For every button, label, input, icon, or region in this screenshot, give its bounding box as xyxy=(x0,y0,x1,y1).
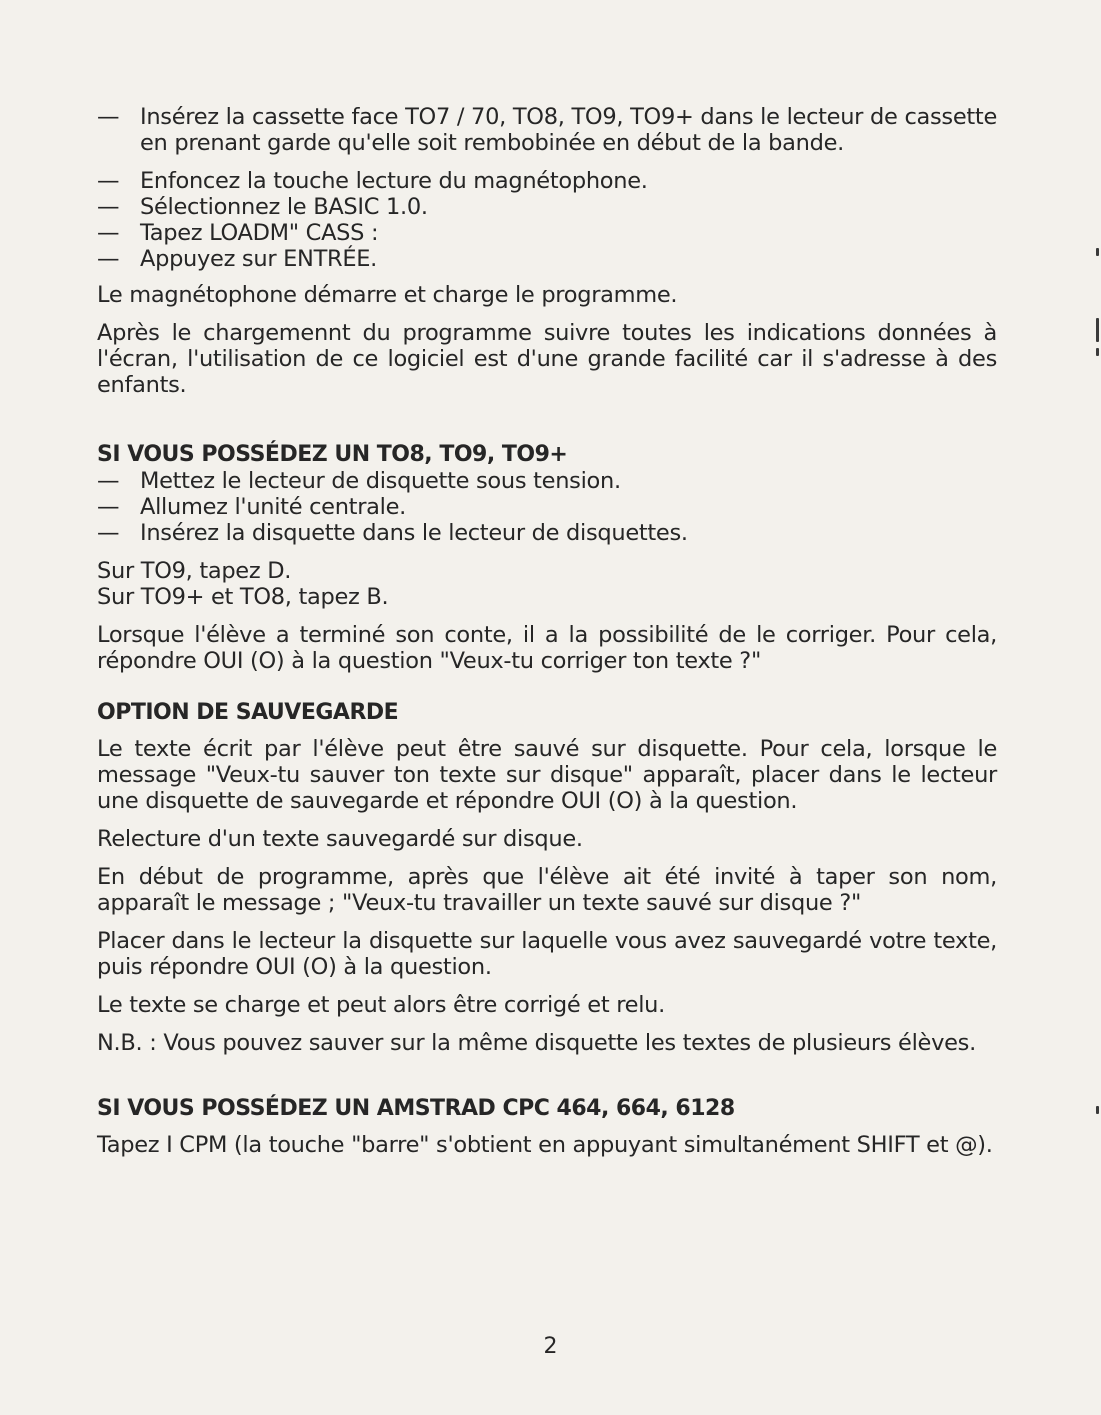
dash-bullet: — xyxy=(97,168,120,194)
list-item xyxy=(97,520,997,546)
instruction-press-enter: Appuyez sur ENTRÉE. xyxy=(140,246,378,272)
paragraph-save: Le texte écrit par l'élève peut être sauvé sur disquette. Pour cela, lorsque le message "Veux-tu sauver ton texte sur disque" apparaît, placer dans le lecteur une disquette de sauvegarde et répondre OUI (O) à la question. xyxy=(97,736,997,814)
list-item xyxy=(97,168,997,194)
dash-bullet: — xyxy=(97,194,120,220)
scan-mark xyxy=(1096,318,1099,342)
paragraph-after-loading: Après le chargemennt du programme suivre toutes les indications données à l'écran, l'utilisation de ce logiciel est d'une grande facilité car il s'adresse à des enfants. xyxy=(97,320,997,398)
list-item xyxy=(97,220,997,246)
heading-to8-to9: SI VOUS POSSÉDEZ UN TO8, TO9, TO9+ xyxy=(97,442,568,467)
instruction-press-play: Enfoncez la touche lecture du magnétophone. xyxy=(140,168,648,194)
paragraph-place-disk: Placer dans le lecteur la disquette sur laquelle vous avez sauvegardé votre texte, puis répondre OUI (O) à la question. xyxy=(97,928,997,980)
line-to9: Sur TO9, tapez D. xyxy=(97,558,292,584)
instruction-type-loadm: Tapez LOADM" CASS : xyxy=(140,220,379,246)
paragraph-nb: N.B. : Vous pouvez sauver sur la même disquette les textes de plusieurs élèves. xyxy=(97,1030,976,1056)
paragraph-correction: Lorsque l'élève a terminé son conte, il a la possibilité de le corriger. Pour cela, répondre OUI (O) à la question "Veux-tu corriger ton texte ?" xyxy=(97,622,997,674)
dash-bullet: — xyxy=(97,468,120,494)
instruction-insert-cassette: Insérez la cassette face TO7 / 70, TO8, TO9, TO9+ dans le lecteur de cassette en prenant garde qu'elle soit rembobinée en début de la bande. xyxy=(140,104,997,156)
list-item xyxy=(97,468,997,494)
scan-mark xyxy=(1096,1106,1099,1114)
paragraph-amstrad: Tapez I CPM (la touche "barre" s'obtient en appuyant simultanément SHIFT et @). xyxy=(97,1132,993,1158)
instruction-power-unit: Allumez l'unité centrale. xyxy=(140,494,406,520)
paragraph-text-loads: Le texte se charge et peut alors être corrigé et relu. xyxy=(97,992,665,1018)
scan-mark xyxy=(1096,248,1099,256)
dash-bullet: — xyxy=(97,104,120,130)
list-item xyxy=(97,494,997,520)
list-item xyxy=(97,194,997,220)
document-body xyxy=(97,104,997,1158)
paragraph-loading: Le magnétophone démarre et charge le programme. xyxy=(97,282,678,308)
line-to9-plus: Sur TO9+ et TO8, tapez B. xyxy=(97,584,389,610)
instruction-select-basic: Sélectionnez le BASIC 1.0. xyxy=(140,194,428,220)
paragraph-start-program: En début de programme, après que l'élève ait été invité à taper son nom, apparaît le message ; "Veux-tu travailler un texte sauvé sur disque ?" xyxy=(97,864,997,916)
dash-bullet: — xyxy=(97,494,120,520)
paragraph-reread: Relecture d'un texte sauvegardé sur disque. xyxy=(97,826,583,852)
dash-bullet: — xyxy=(97,520,120,546)
page-number: 2 xyxy=(543,1334,558,1359)
list-item xyxy=(97,104,997,156)
heading-save-option: OPTION DE SAUVEGARDE xyxy=(97,700,399,725)
list-item xyxy=(97,246,997,272)
dash-bullet: — xyxy=(97,220,120,246)
dash-bullet: — xyxy=(97,246,120,272)
heading-amstrad: SI VOUS POSSÉDEZ UN AMSTRAD CPC 464, 664, 6128 xyxy=(97,1096,735,1121)
instruction-insert-disk: Insérez la disquette dans le lecteur de disquettes. xyxy=(140,520,688,546)
scan-mark xyxy=(1096,348,1099,356)
instruction-disk-power: Mettez le lecteur de disquette sous tension. xyxy=(140,468,621,494)
